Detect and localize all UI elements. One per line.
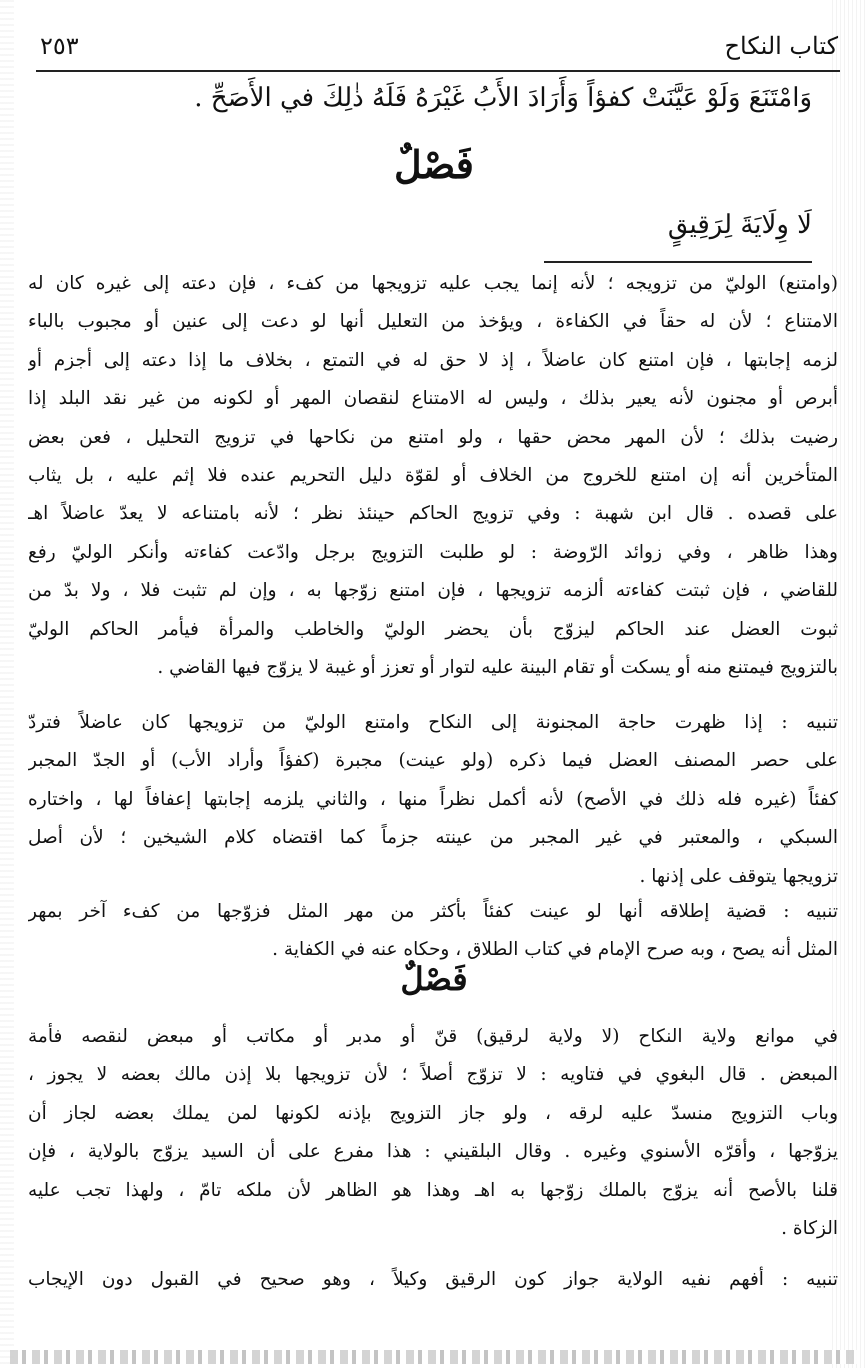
- section-heading: فَصْلٌ: [400, 960, 468, 998]
- text-line: للقاضي ، فإن ثبتت كفاءته ألزمه تزويجها ، فإن امتنع زوّجها به ، وإن لم تثبت فلا ، ولا بدّ من: [28, 580, 838, 602]
- note-paragraph: [28, 1261, 838, 1299]
- text-line: المثل أنه يصح ، وبه صرح الإمام في كتاب الطلاق ، وحكاه عنه في الكفاية .: [272, 939, 838, 961]
- text-line: الامتناع ؛ لأن له حقاً في الكفاءة ، ويؤخذ من التعليل أنها لو دعت إلى عنين أو مجبوب بالباء: [28, 311, 838, 333]
- section-divider: [544, 261, 812, 263]
- text-line: رضيت بذلك ؛ لأن المهر محض حقها ، ولو امتنع من نكاحها في تزويج التحليل ، فعن بعض: [28, 426, 838, 448]
- text-line: على قصده . قال ابن شهبة : وفي تزويج الحاكم حينئذ نظر ؛ لأنه بامتناعه لا يعدّ عاضلاً اهـ: [28, 503, 838, 525]
- page-number: ٢٥٣: [40, 32, 79, 60]
- matn-line: لَا وِلَايَةَ لِرَقِيقٍ: [667, 210, 812, 240]
- note-paragraph: [28, 704, 838, 896]
- text-line: تنبيه : إذا ظهرت حاجة المجنونة إلى النكاح وامتنع الوليّ من تزويجها كان عاضلاً فتردّ: [28, 712, 838, 733]
- text-line: لزمه إجابتها ، فإن امتنع كان عاضلاً ، إذ لا حق له في التمتع ، بخلاف ما إذا دعته إلى أجزم أو: [28, 349, 838, 371]
- text-line: وهذا ظاهر ، وفي زوائد الرّوضة : لو طلبت التزويج برجل وادّعت كفاءته وأنكر الوليّ رفع: [28, 541, 838, 563]
- text-line: المبعض . قال البغوي في فتاويه : لا تزوّج أصلاً ؛ لأن تزويجها بلا إذن مالك بعضه لا يجوز ،: [28, 1064, 838, 1086]
- page-header: [40, 30, 838, 68]
- text-line: (وامتنع) الوليّ من تزويجه ؛ لأنه إنما يجب عليه تزويجها من كفء ، فإن دعته إلى غيره كان له: [28, 273, 838, 294]
- text-line: السبكي ، والمعتبر في غير المجبر من عينته جزماً كما اقتضاه كلام الشيخين ؛ لأن أصل: [28, 827, 838, 849]
- commentary-paragraph: [28, 1018, 838, 1248]
- note-paragraph: [28, 893, 838, 970]
- text-line: يزوّجها ، وأقرّه الأسنوي وغيره . وقال البلقيني : هذا مفرع على أن السيد يزوّج بالولاية ، فإن: [28, 1141, 838, 1163]
- text-line: الزكاة .: [781, 1217, 838, 1239]
- text-line: ثبوت العضل عند الحاكم ليزوّج بأن يحضر الوليّ والخاطب والمرأة فيأمر الحاكم الوليّ: [28, 618, 838, 640]
- running-title: كتاب النكاح: [724, 32, 838, 60]
- text-line: تنبيه : أفهم نفيه الولاية جواز كون الرقيق وكيلاً ، وهو صحيح في القبول دون الإيجاب: [28, 1269, 838, 1290]
- text-line: تزويجها يتوقف على إذنها .: [639, 865, 838, 887]
- text-line: المتأخرين أنه إن امتنع للخروج من الخلاف أو لقوّة دليل التحريم عنده فلا إثم عليه ، بل يثاب: [28, 464, 838, 486]
- text-line: في موانع ولاية النكاح (لا ولاية لرقيق) قنّ أو مدبر أو مكاتب أو مبعض لنقصه فأمة: [28, 1026, 838, 1047]
- matn-line: وَامْتَنَعَ وَلَوْ عَيَّنَتْ كفؤاً وَأَرَادَ الأَبُ غَيْرَهُ فَلَهُ ذٰلِكَ في الأَصَحِّ .: [194, 83, 812, 113]
- text-line: أبرص أو مجنون لأنه يعير بذلك ، وليس له الامتناع لنقصان المهر أو لكونه من غير نقد البلد إذا: [28, 388, 838, 410]
- text-line: وباب التزويج منسدّ عليه لرقه ، ولو جاز التزويج بإذنه لكونها لمن يملك بعضه لجاز أن: [28, 1102, 838, 1124]
- text-line: تنبيه : قضية إطلاقه أنها لو عينت كفئاً بأكثر من مهر المثل فزوّجها من كفء آخر بمهر: [28, 901, 838, 922]
- decorative-border: [10, 1350, 858, 1364]
- commentary-paragraph: [28, 265, 838, 687]
- section-heading: فَصْلٌ: [394, 142, 474, 187]
- text-line: بالتزويج فيمتنع منه أو يسكت أو تقام البينة عليه لتوار أو تعزز أو غيبة لا يزوّج فيها القاضي .: [157, 656, 838, 678]
- text-line: على حصر المصنف العضل فيما ذكره (ولو عينت) مجبرة (كفؤاً وأراد الأب) أو الجدّ المجبر: [28, 750, 838, 772]
- scan-edge-left: [0, 0, 14, 1368]
- header-rule: [36, 70, 840, 72]
- text-line: قلنا بالأصح أنه يزوّج بالملك زوّجها به اهـ وهذا هو الظاهر لأن ملكه تامّ ، ولهذا تجب عليه: [28, 1179, 838, 1201]
- text-line: كفئاً (غيره فله ذلك في الأصح) لأنه أكمل نظراً منها ، والثاني يلزمه إجابتها إعفافاً لها ، واختاره: [28, 788, 838, 810]
